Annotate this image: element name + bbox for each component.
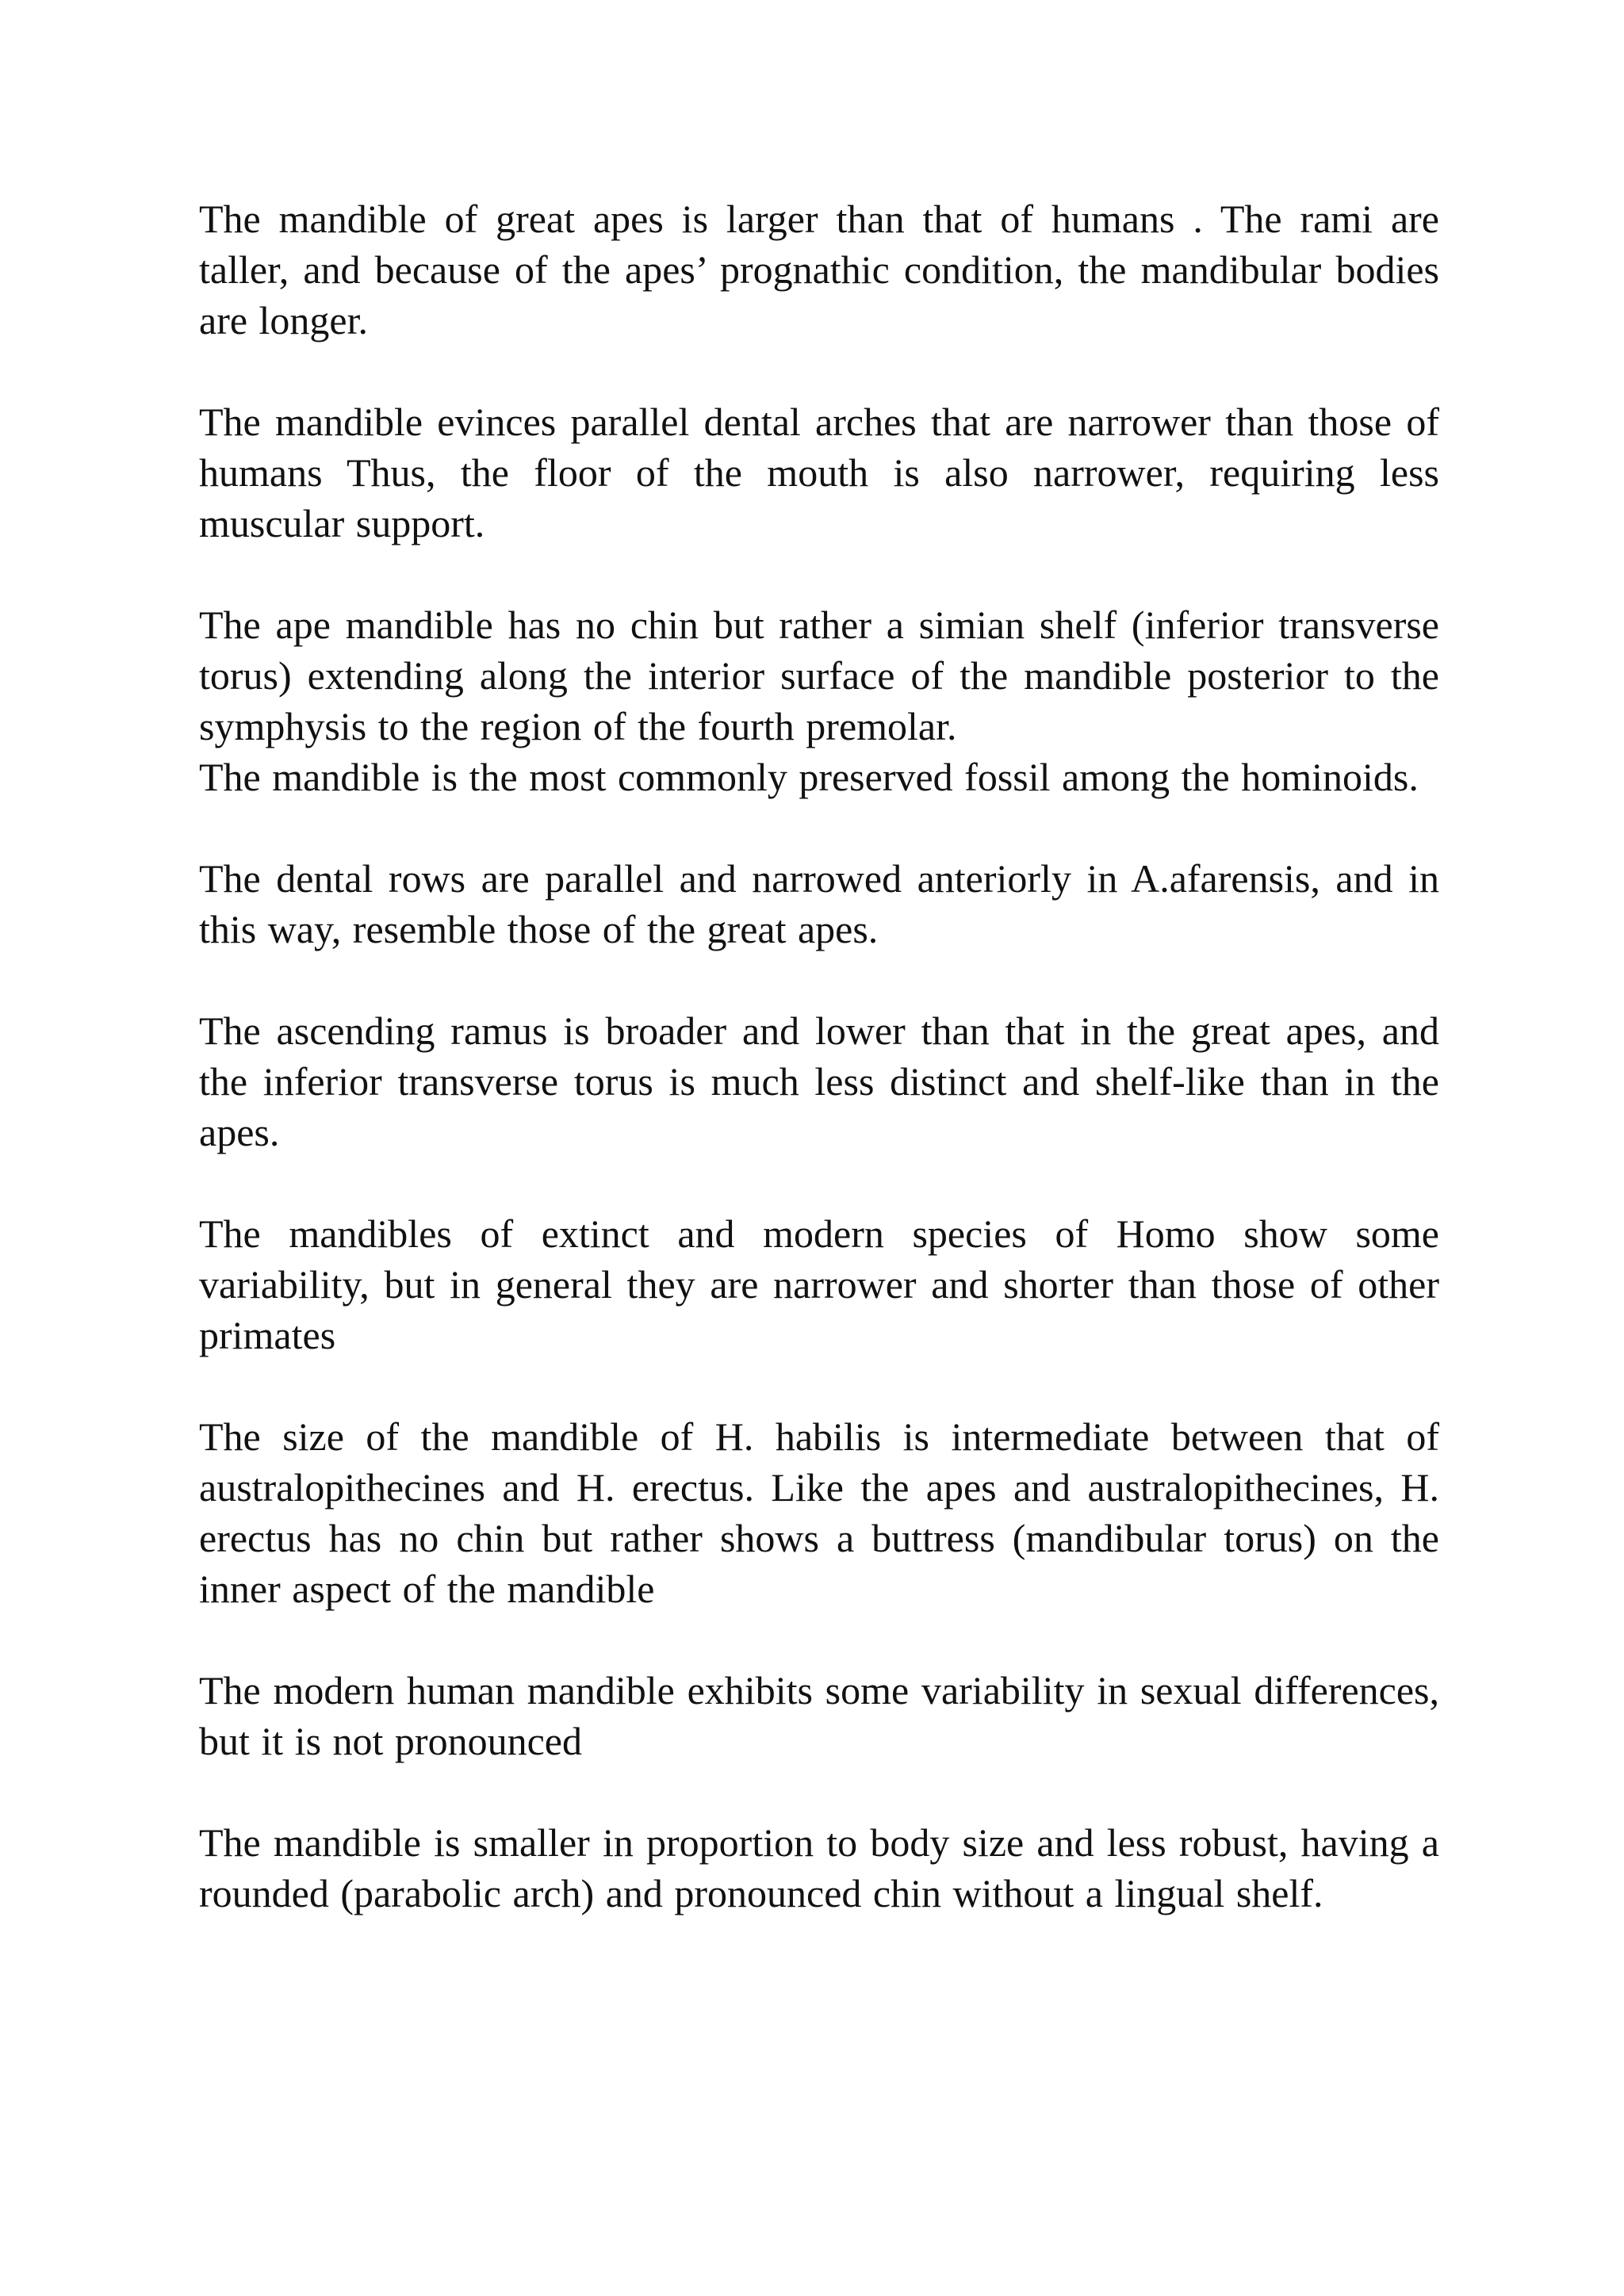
document-body [199,193,1439,1969]
paragraph-modern-mandible: The mandible is smaller in proportion to body size and less robust, having a rounded (parabolic arch) and pronounced chin without a lingual shelf. [199,1820,1439,1915]
paragraph-habilis-erectus: The size of the mandible of H. habilis is intermediate between that of australopithecines and H. erectus. Like the apes and australopithecines, H. erectus has no chin but rather shows a buttress (mandibular torus) on the inner aspect of the mandible [199,1414,1439,1611]
paragraph-dental-arches: The mandible evinces parallel dental arches that are narrower than those of humans Thus, the floor of the mouth is also narrower, requiring less muscular support. [199,400,1439,545]
paragraph-ascending-ramus: The ascending ramus is broader and lower than that in the great apes, and the inferior transverse torus is much less distinct and shelf-like than in the apes. [199,1008,1439,1154]
paragraph-sexual-differences: The modern human mandible exhibits some variability in sexual differences, but it is not pronounced [199,1668,1439,1763]
paragraph-afarensis-dental-rows: The dental rows are parallel and narrowed anteriorly in A.afarensis, and in this way, resemble those of the great apes. [199,856,1439,951]
paragraph-ape-mandible-size: The mandible of great apes is larger than that of humans . The rami are taller, and because of the apes’ prognathic condition, the mandibular bodies are longer. [199,197,1439,342]
paragraph-preserved-fossil: The mandible is the most commonly preserved fossil among the hominoids. [199,755,1419,799]
paragraph-simian-shelf: The ape mandible has no chin but rather a simian shelf (inferior transverse torus) extending along the interior surface of the mandible posterior to the symphysis to the region of the fourth premolar. [199,603,1439,748]
paragraph-homo-mandibles: The mandibles of extinct and modern species of Homo show some variability, but in general they are narrower and shorter than those of other primates [199,1211,1439,1357]
